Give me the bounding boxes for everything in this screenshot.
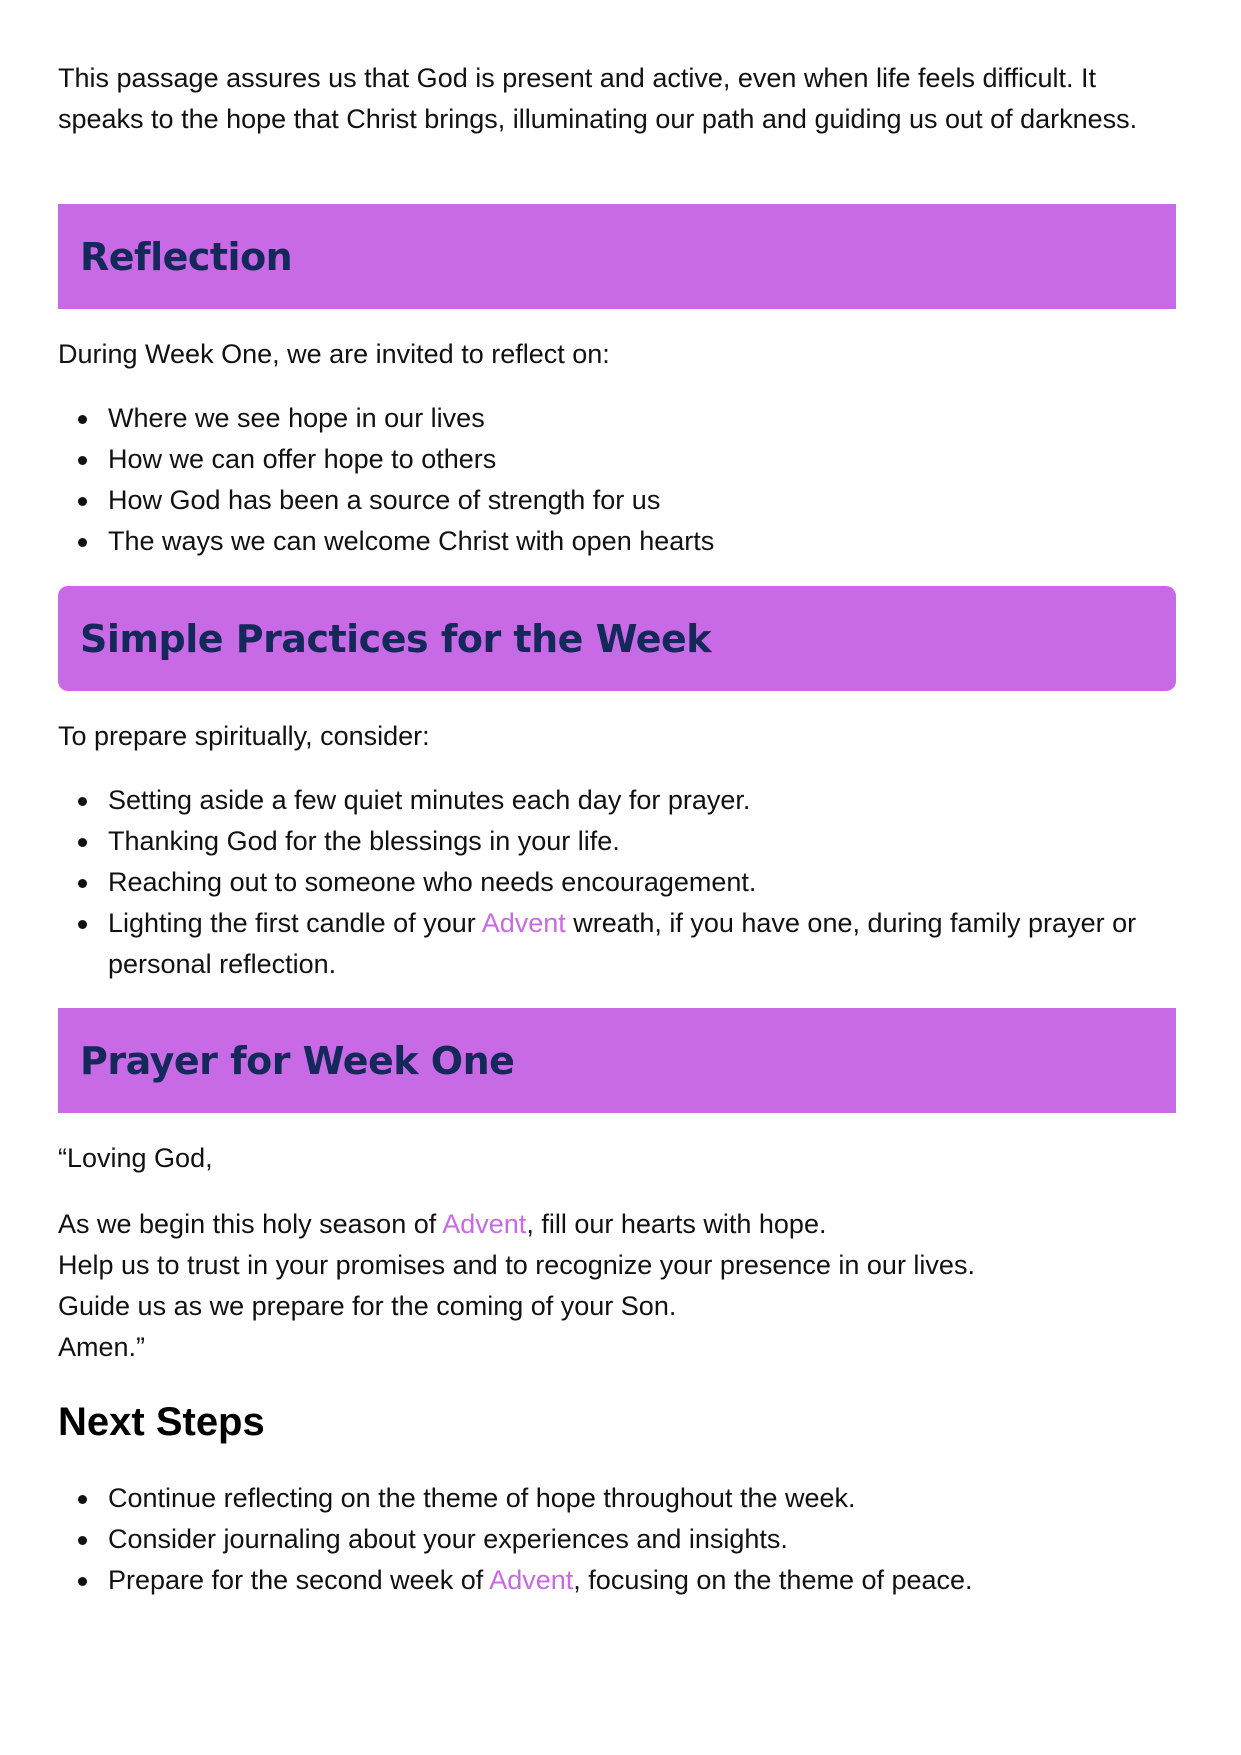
reflection-lead: During Week One, we are invited to reflect on: [58, 339, 610, 369]
practices-banner [58, 586, 1176, 691]
prayer-line: Help us to trust in your promises and to recognize your presence in our lives. [58, 1250, 975, 1280]
practices-list [58, 780, 1176, 985]
prayer-text: , fill our hearts with hope. [526, 1209, 827, 1239]
advent-highlight: Advent [481, 908, 566, 938]
advent-highlight: Advent [489, 1565, 574, 1595]
reflection-list [58, 398, 1176, 562]
list-item [108, 1560, 1176, 1601]
next-steps-heading: Next Steps [58, 1400, 265, 1444]
prayer-greeting: “Loving God, [58, 1143, 213, 1173]
prayer-text: As we begin this holy season of [58, 1209, 443, 1239]
list-item-text: Prepare for the second week of [108, 1565, 490, 1595]
list-item: Where we see hope in our lives [108, 398, 1176, 439]
list-item-text: , focusing on the theme of peace. [573, 1565, 973, 1595]
prayer-line: Guide us as we prepare for the coming of your Son. [58, 1291, 677, 1321]
list-item: Consider journaling about your experiences and insights. [108, 1519, 1176, 1560]
intro-paragraph: This passage assures us that God is present and active, even when life feels difficult. It speaks to the hope that Christ brings, illuminating our path and guiding us out of darkness. [58, 63, 1138, 134]
list-item [108, 903, 1176, 985]
prayer-body [58, 1204, 1176, 1368]
list-item: How God has been a source of strength for us [108, 480, 1176, 521]
prayer-line [58, 1204, 1176, 1245]
list-item: Continue reflecting on the theme of hope throughout the week. [108, 1478, 1176, 1519]
list-item: The ways we can welcome Christ with open hearts [108, 521, 1176, 562]
practices-lead: To prepare spiritually, consider: [58, 721, 430, 751]
prayer-banner [58, 1008, 1176, 1113]
list-item-text: wreath, if you have one, during family prayer or personal reflection. [108, 908, 1137, 979]
list-item: Setting aside a few quiet minutes each day for prayer. [108, 780, 1176, 821]
list-item: Reaching out to someone who needs encouragement. [108, 862, 1176, 903]
list-item: Thanking God for the blessings in your life. [108, 821, 1176, 862]
next-steps-list [58, 1478, 1176, 1601]
reflection-heading: Reflection [80, 234, 293, 279]
list-item-text: Lighting the first candle of your [108, 908, 482, 938]
practices-heading: Simple Practices for the Week [80, 616, 712, 661]
advent-highlight: Advent [442, 1209, 527, 1239]
reflection-banner [58, 204, 1176, 309]
prayer-heading: Prayer for Week One [80, 1038, 515, 1083]
list-item: How we can offer hope to others [108, 439, 1176, 480]
prayer-line: Amen.” [58, 1332, 146, 1362]
